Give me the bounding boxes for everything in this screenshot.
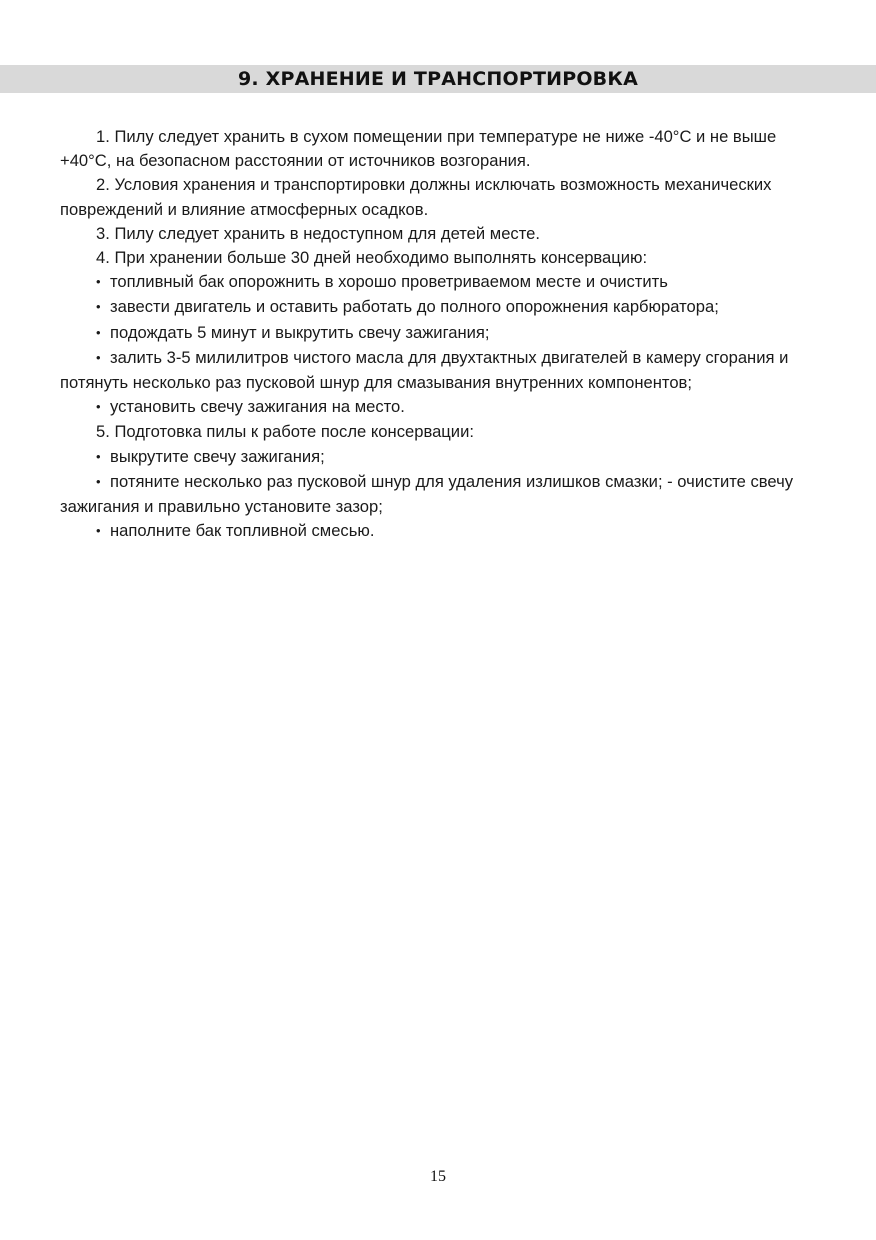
list-item-text: завести двигатель и оставить работать до полного опорожнения карбюратора;: [110, 297, 719, 317]
bullet-icon: •: [96, 349, 101, 365]
bullet-icon: •: [96, 448, 101, 464]
paragraph-conservation-intro: 4. При хранении больше 30 дней необходимо выполнять консервацию:: [96, 248, 648, 268]
paragraph-storage-conditions: 1. Пилу следует хранить в сухом помещении при температуре не ниже -40°С и не выше +40°С, на безопасном расстоянии от источников возгорания.: [60, 127, 777, 171]
list-item-text: залить 3-5 милилитров чистого масла для двухтактных двигателей в камеру сгорания и потянуть несколько раз пусковой шнур для смазывания внутренних компонентов;: [60, 347, 789, 393]
list-item: [60, 445, 830, 470]
paragraph-child-safety: 3. Пилу следует хранить в недоступном для детей месте.: [96, 223, 540, 243]
list-item: [60, 321, 830, 346]
list-item: [60, 470, 830, 519]
list-item-text: подождать 5 минут и выкрутить свечу зажигания;: [110, 322, 490, 342]
list-item-text: потяните несколько раз пусковой шнур для удаления излишков смазки; - очистите свечу зажигания и правильно установите зазор;: [60, 471, 794, 517]
list-item: [60, 295, 830, 320]
list-item-text: выкрутите свечу зажигания;: [110, 446, 325, 466]
list-item: [60, 270, 830, 295]
bullet-icon: •: [96, 299, 101, 315]
bullet-icon: •: [96, 399, 101, 415]
paragraph-after-conservation: 5. Подготовка пилы к работе после консервации:: [96, 422, 474, 442]
bullet-icon: •: [96, 523, 101, 539]
bullet-icon: •: [96, 324, 101, 340]
bullet-icon: •: [96, 473, 101, 489]
list-item: [60, 346, 830, 395]
section-body: [60, 125, 830, 544]
list-item-text: топливный бак опорожнить в хорошо проветриваемом месте и очистить: [110, 272, 668, 292]
bullet-icon: •: [96, 274, 101, 290]
list-item: [60, 395, 830, 420]
list-item-text: наполните бак топливной смесью.: [110, 521, 375, 541]
section-title: 9. ХРАНЕНИЕ И ТРАНСПОРТИРОВКА: [238, 68, 638, 90]
page-number: 15: [430, 1168, 446, 1185]
list-item: [60, 519, 830, 544]
paragraph-storage-transport: 2. Условия хранения и транспортировки должны исключать возможность механических повреждений и влияние атмосферных осадков.: [60, 175, 772, 219]
list-item-text: установить свечу зажигания на место.: [110, 397, 405, 417]
